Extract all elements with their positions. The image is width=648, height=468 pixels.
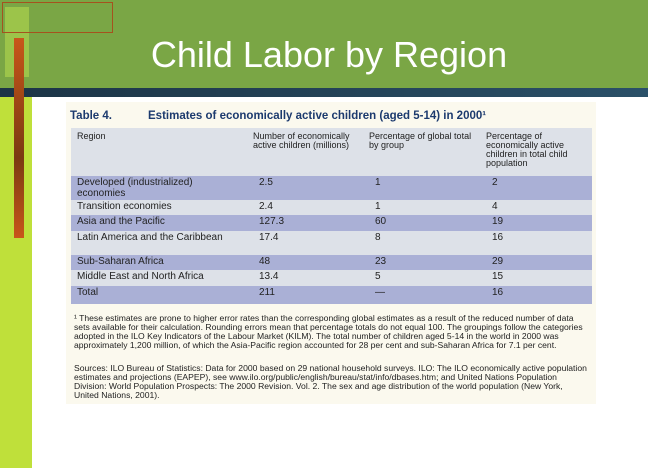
table-cell: 19 (480, 215, 592, 231)
table-cell: 15 (480, 270, 592, 286)
table-caption (70, 110, 486, 122)
table-cell: Middle East and North Africa (71, 270, 247, 286)
table-cell: 48 (247, 255, 363, 270)
decor-outline-box (2, 2, 113, 33)
table-row (71, 286, 592, 304)
table-row (71, 270, 592, 286)
table-cell: 2.5 (247, 176, 363, 200)
table-footnote: ¹ These estimates are prone to higher error rates than the corresponding global estimates as a result of the reduced number of data sets available for their calculation. Rounding errors mean that percentage totals do not equal 100. The groupings follow the categories adopted in the ILO Key Indicators of the Labour Market (KILM). The total number of children aged 5-14 in the world in 2000 was approximately 1,200 million, of which the Asia-Pacific region accounted for 28 per cent and sub-Saharan Africa for 7.1 per cent. (74, 313, 583, 350)
table-cell: 23 (363, 255, 480, 270)
table-cell: Sub-Saharan Africa (71, 255, 247, 270)
header-cell: Region (71, 128, 247, 176)
slide-header (0, 0, 648, 88)
header-cell: Percentage of global total by group (363, 128, 480, 176)
table-cell: 29 (480, 255, 592, 270)
table-number: Table 4. (70, 110, 112, 122)
table-cell: Developed (industrialized) economies (71, 176, 247, 200)
table-row (71, 200, 592, 215)
header-cell: Percentage of economically active children in total child population (480, 128, 592, 176)
header-cell: Number of economically active children (millions) (247, 128, 363, 176)
table-caption-text: Estimates of economically active children (aged 5-14) in 2000¹ (148, 110, 487, 122)
table-cell: 2.4 (247, 200, 363, 215)
table-row (71, 176, 592, 200)
table-row (71, 215, 592, 231)
table-cell: 60 (363, 215, 480, 231)
table-cell: 4 (480, 200, 592, 215)
table-row (71, 255, 592, 270)
table-cell: Total (71, 286, 247, 304)
table-cell: — (363, 286, 480, 304)
slide-title: Child Labor by Region (150, 34, 508, 75)
table-sources: Sources: ILO Bureau of Statistics: Data for 2000 based on 29 national household surveys. ILO: The ILO economically active population estimates and projections (EAPEP), see www.ilo.org/public/english/bureau/stat/info/dbases.htm; and United Nations Population Division: World Population Prospects: The 2000 Revision. Vol. 2. The sex and age distribution of the world population (New York, United Nations, 2001). (74, 363, 587, 400)
table-cell: 5 (363, 270, 480, 286)
table-image (66, 102, 596, 404)
table-header-row (71, 128, 592, 176)
table-cell: 211 (247, 286, 363, 304)
child-labor-table (71, 128, 592, 304)
table-cell: 1 (363, 176, 480, 200)
table-cell: 127.3 (247, 215, 363, 231)
table-cell: Transition economies (71, 200, 247, 215)
table-cell: Latin America and the Caribbean (71, 231, 247, 255)
table-cell: Asia and the Pacific (71, 215, 247, 231)
table-cell: 1 (363, 200, 480, 215)
table-row (71, 231, 592, 255)
table-cell: 16 (480, 286, 592, 304)
table-cell: 13.4 (247, 270, 363, 286)
table-cell: 17.4 (247, 231, 363, 255)
table-cell: 2 (480, 176, 592, 200)
side-accent-bar (14, 38, 24, 238)
table-cell: 16 (480, 231, 592, 255)
table-cell: 8 (363, 231, 480, 255)
header-divider (0, 88, 648, 97)
